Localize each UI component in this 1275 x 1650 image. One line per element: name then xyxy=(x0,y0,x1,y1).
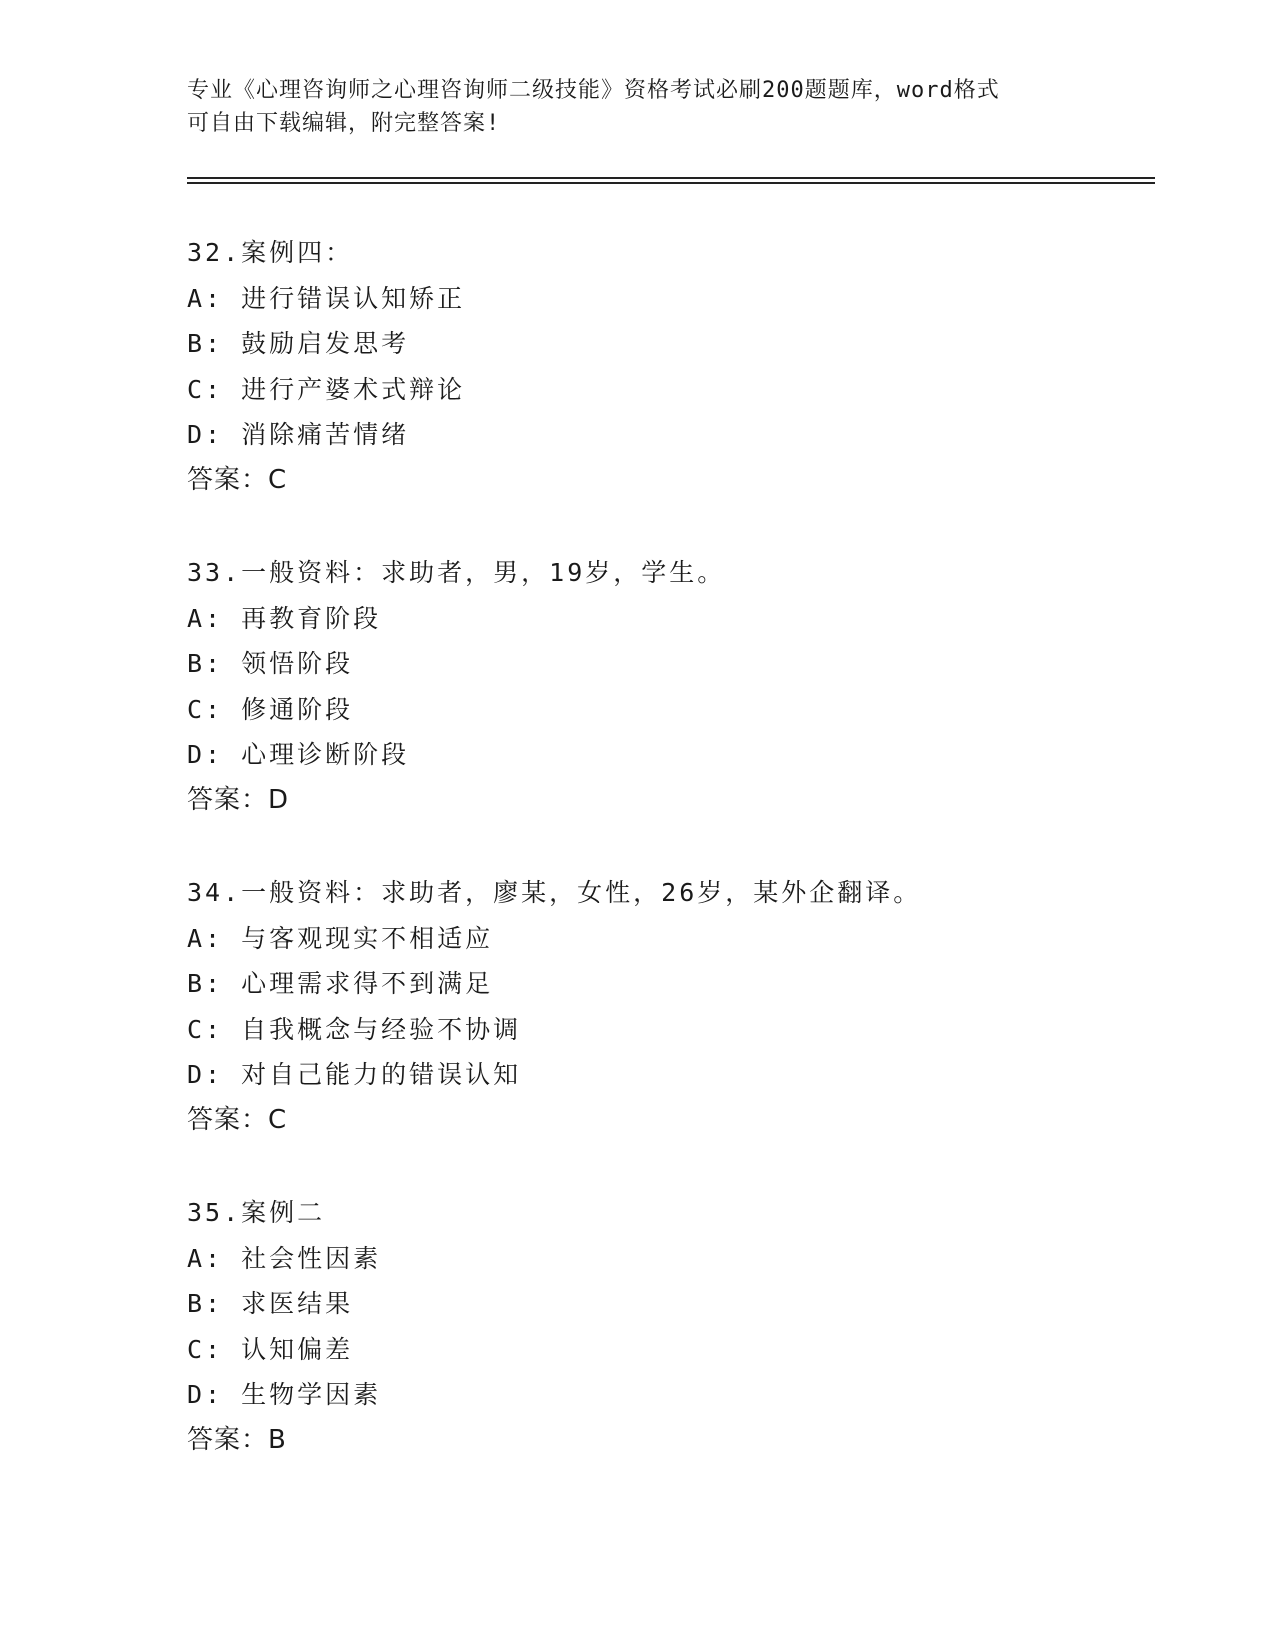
header-line-1: 专业《心理咨询师之心理咨询师二级技能》资格考试必刷200题题库，word格式 xyxy=(187,78,1000,103)
option-a: A: 社会性因素 xyxy=(187,1243,382,1273)
option-b: B: 求医结果 xyxy=(187,1289,354,1318)
question-33 xyxy=(187,550,1147,823)
question-32 xyxy=(187,230,1147,503)
question-stem: 34.一般资料：求助者，廖某，女性，26岁，某外企翻译。 xyxy=(187,878,922,907)
question-stem: 35.案例二 xyxy=(187,1198,326,1227)
answer-label: 答案：D xyxy=(187,784,290,815)
option-c: C: 修通阶段 xyxy=(187,694,354,724)
question-stem: 33.一般资料：求助者，男，19岁，学生。 xyxy=(187,558,726,587)
question-35 xyxy=(187,1190,1147,1463)
option-c: C: 自我概念与经验不协调 xyxy=(187,1014,522,1044)
header-divider-top xyxy=(187,177,1155,179)
answer-label: 答案：B xyxy=(187,1424,287,1455)
header-divider-bottom xyxy=(187,182,1155,184)
option-c: C: 进行产婆术式辩论 xyxy=(187,374,466,404)
question-34 xyxy=(187,870,1147,1143)
header-line-2: 可自由下载编辑，附完整答案! xyxy=(187,111,501,136)
option-d: D: 生物学因素 xyxy=(187,1380,382,1409)
option-b: B: 鼓励启发思考 xyxy=(187,329,410,358)
question-stem: 32.案例四： xyxy=(187,238,354,267)
option-b: B: 心理需求得不到满足 xyxy=(187,969,494,998)
document-header xyxy=(187,74,1087,140)
option-a: A: 再教育阶段 xyxy=(187,603,382,633)
option-d: D: 心理诊断阶段 xyxy=(187,740,410,769)
option-d: D: 对自己能力的错误认知 xyxy=(187,1060,522,1089)
answer-label: 答案：C xyxy=(187,464,288,495)
option-d: D: 消除痛苦情绪 xyxy=(187,420,410,449)
answer-label: 答案：C xyxy=(187,1104,288,1135)
option-b: B: 领悟阶段 xyxy=(187,649,354,678)
option-a: A: 与客观现实不相适应 xyxy=(187,923,494,953)
option-c: C: 认知偏差 xyxy=(187,1334,354,1364)
option-a: A: 进行错误认知矫正 xyxy=(187,283,466,313)
